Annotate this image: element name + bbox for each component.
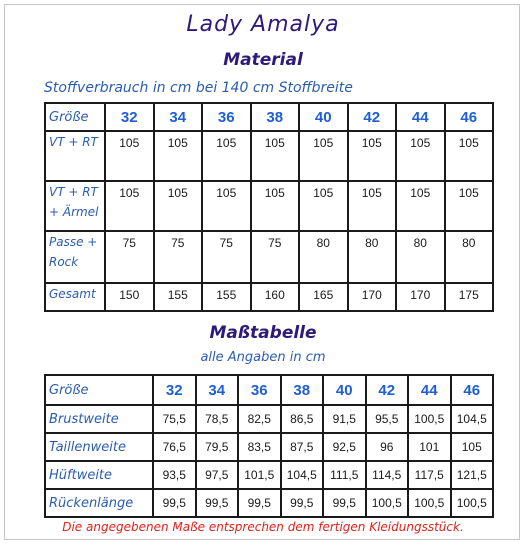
table-cell: 170 [396, 283, 445, 311]
measure-subtitle: alle Angaben in cm [200, 350, 326, 365]
measure-size-header: 42 [366, 375, 409, 405]
table-cell: 170 [348, 283, 397, 311]
table-row [45, 283, 493, 311]
table-cell: 150 [105, 283, 154, 311]
table-cell: 76,5 [153, 433, 196, 461]
material-size-header: 42 [348, 103, 397, 131]
table-cell: 155 [154, 283, 203, 311]
table-cell: 80 [299, 231, 348, 283]
table-cell: 99,5 [323, 489, 366, 517]
row-label: VT + RT [45, 131, 105, 181]
table-cell: 96 [366, 433, 409, 461]
material-size-header: 40 [299, 103, 348, 131]
table-cell: 114,5 [366, 461, 409, 489]
table-cell: 101,5 [238, 461, 281, 489]
table-cell: 105 [251, 131, 300, 181]
table-row [45, 461, 493, 489]
table-cell: 105 [154, 181, 203, 231]
table-cell: 75,5 [153, 405, 196, 433]
table-cell: 99,5 [196, 489, 239, 517]
table-cell: 75 [154, 231, 203, 283]
measure-size-header: 44 [408, 375, 451, 405]
measure-size-header: 32 [153, 375, 196, 405]
row-label: Passe + Rock [45, 231, 105, 283]
table-cell: 92,5 [323, 433, 366, 461]
measure-size-header: 46 [451, 375, 494, 405]
material-heading: Material [223, 50, 303, 70]
material-size-header: 34 [154, 103, 203, 131]
footnote: Die angegebenen Maße entsprechen dem fertigen Kleidungsstück. [62, 520, 464, 534]
table-cell: 99,5 [238, 489, 281, 517]
table-cell: 80 [445, 231, 494, 283]
table-row [45, 231, 493, 283]
row-label: Gesamt [45, 283, 105, 311]
table-cell: 104,5 [281, 461, 324, 489]
table-cell: 100,5 [451, 489, 494, 517]
material-header-row [45, 103, 493, 131]
table-cell: 121,5 [451, 461, 494, 489]
material-size-header: 36 [202, 103, 251, 131]
row-label: Hüftweite [45, 461, 153, 489]
table-cell: 105 [348, 131, 397, 181]
table-cell: 78,5 [196, 405, 239, 433]
table-cell: 100,5 [408, 405, 451, 433]
table-cell: 79,5 [196, 433, 239, 461]
table-cell: 100,5 [408, 489, 451, 517]
table-cell: 165 [299, 283, 348, 311]
table-cell: 97,5 [196, 461, 239, 489]
table-cell: 91,5 [323, 405, 366, 433]
measure-size-header: 38 [281, 375, 324, 405]
table-cell: 105 [396, 131, 445, 181]
material-size-header: 32 [105, 103, 154, 131]
table-cell: 83,5 [238, 433, 281, 461]
table-cell: 86,5 [281, 405, 324, 433]
table-cell: 93,5 [153, 461, 196, 489]
material-size-header: 38 [251, 103, 300, 131]
table-row [45, 405, 493, 433]
table-cell: 160 [251, 283, 300, 311]
table-cell: 111,5 [323, 461, 366, 489]
table-cell: 95,5 [366, 405, 409, 433]
measure-size-label: Größe [45, 375, 153, 405]
material-table [44, 102, 494, 312]
table-cell: 75 [202, 231, 251, 283]
table-row [45, 489, 493, 517]
table-cell: 99,5 [153, 489, 196, 517]
table-cell: 117,5 [408, 461, 451, 489]
table-cell: 80 [396, 231, 445, 283]
table-row [45, 181, 493, 231]
measure-size-header: 34 [196, 375, 239, 405]
table-row [45, 433, 493, 461]
table-cell: 105 [445, 131, 494, 181]
table-cell: 105 [202, 131, 251, 181]
material-subtitle: Stoffverbrauch in cm bei 140 cm Stoffbreite [44, 80, 353, 96]
table-cell: 105 [445, 181, 494, 231]
material-size-label: Größe [45, 103, 105, 131]
table-cell: 105 [396, 181, 445, 231]
table-cell: 100,5 [366, 489, 409, 517]
material-size-header: 44 [396, 103, 445, 131]
table-cell: 105 [202, 181, 251, 231]
row-label: VT + RT + Ärmel [45, 181, 105, 231]
table-row [45, 131, 493, 181]
table-cell: 105 [105, 181, 154, 231]
table-cell: 175 [445, 283, 494, 311]
table-cell: 75 [105, 231, 154, 283]
table-cell: 80 [348, 231, 397, 283]
table-cell: 87,5 [281, 433, 324, 461]
table-cell: 99,5 [281, 489, 324, 517]
row-label: Taillenweite [45, 433, 153, 461]
table-cell: 105 [105, 131, 154, 181]
table-cell: 105 [299, 181, 348, 231]
table-cell: 105 [299, 131, 348, 181]
measure-table [44, 374, 494, 518]
table-cell: 75 [251, 231, 300, 283]
measure-size-header: 40 [323, 375, 366, 405]
measure-heading: Maßtabelle [209, 323, 317, 343]
table-cell: 82,5 [238, 405, 281, 433]
page-title: Lady Amalya [186, 12, 340, 37]
row-label: Rückenlänge [45, 489, 153, 517]
measure-header-row [45, 375, 493, 405]
table-cell: 105 [251, 181, 300, 231]
measure-size-header: 36 [238, 375, 281, 405]
material-size-header: 46 [445, 103, 494, 131]
table-cell: 105 [451, 433, 494, 461]
table-cell: 101 [408, 433, 451, 461]
table-cell: 105 [154, 131, 203, 181]
row-label: Brustweite [45, 405, 153, 433]
table-cell: 105 [348, 181, 397, 231]
table-cell: 155 [202, 283, 251, 311]
table-cell: 104,5 [451, 405, 494, 433]
